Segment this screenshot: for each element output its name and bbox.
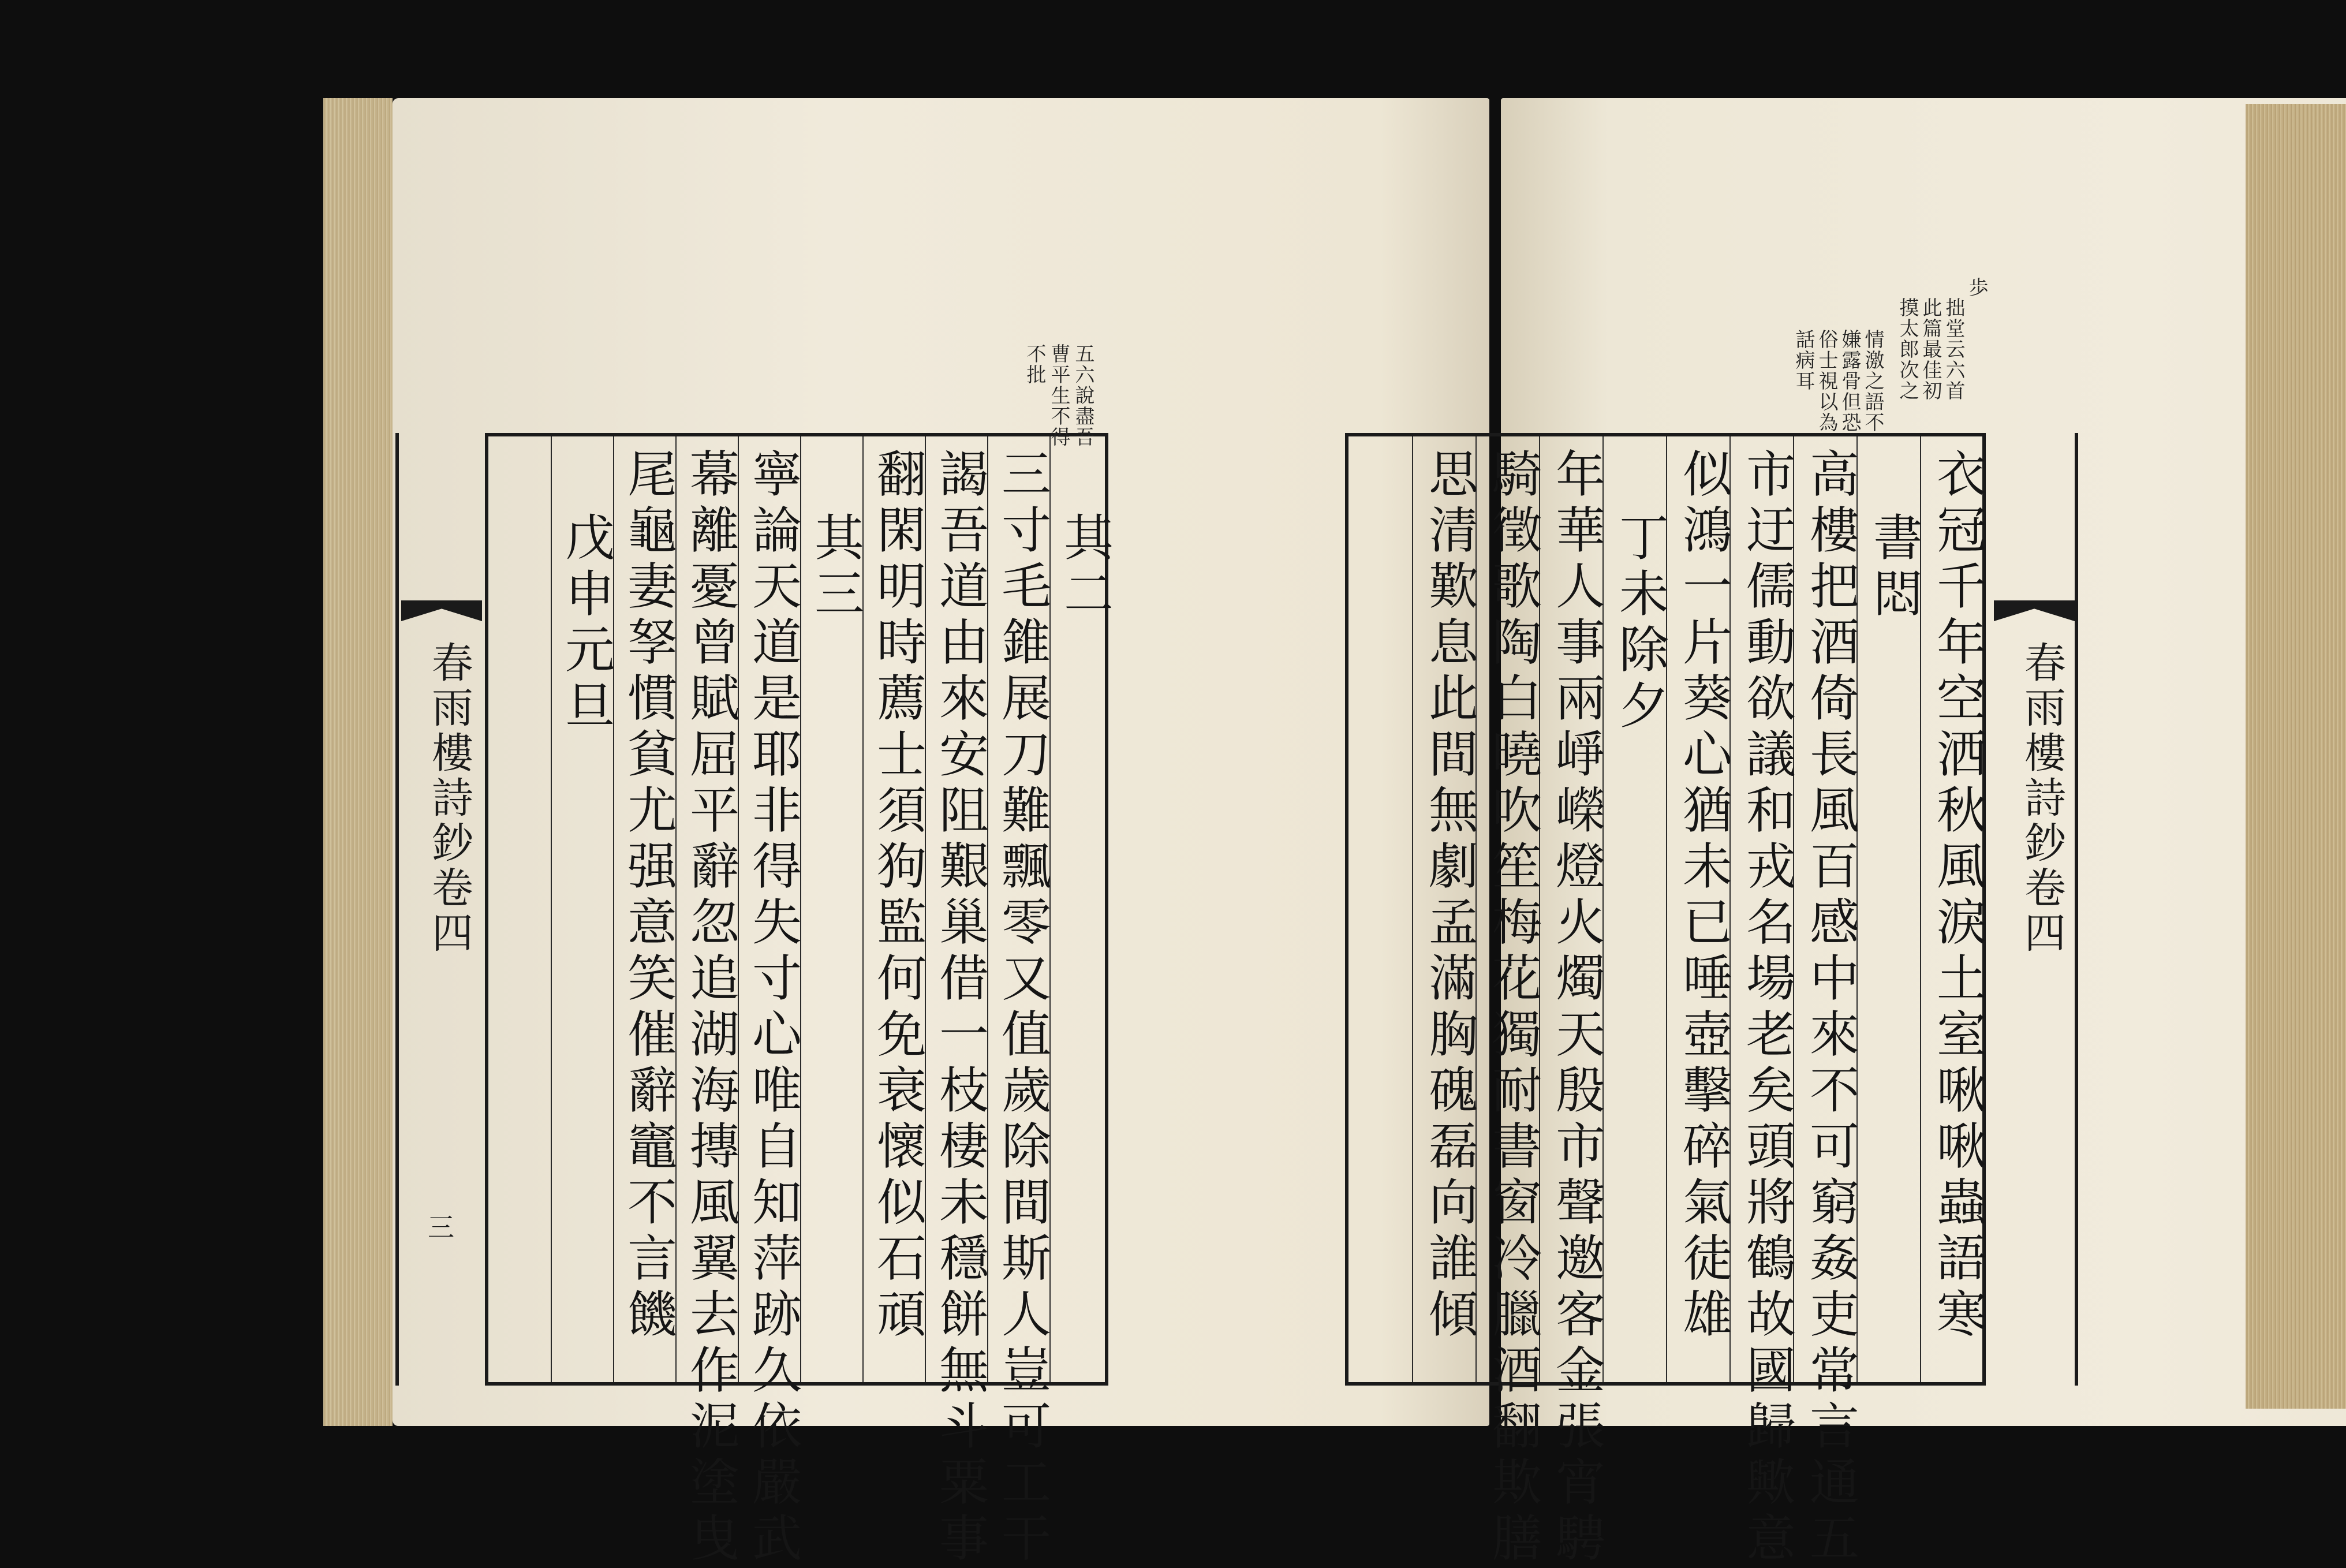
left-note-2: 曹平生不得: [1047, 344, 1070, 447]
right-col-5: 似鴻一片葵心猶未已唾壺擊碎氣徒雄: [1674, 448, 1732, 1344]
right-page-edges: [2246, 104, 2346, 1409]
left-col-3: 謁吾道由來安阻艱巢借一枝棲未穩餅無斗粟事: [931, 448, 988, 1568]
right-col-3: 高樓把酒倚長風百感中來不可窮姦吏常言通五: [1801, 448, 1859, 1568]
left-folio-gutter: [395, 433, 482, 1386]
left-col-4: 翻閑明時薦士須狗監何免衰懷似石頑: [868, 448, 926, 1344]
right-col-7: 年華人事兩崢嶸燈火燭天殷市聲邀客金張宵騁: [1547, 448, 1605, 1568]
left-col-8: 尾龜妻孥慣貧尤强意笑催辭竈不言饑: [619, 448, 677, 1344]
left-col-2: 三寸毛錐展刀難飄零又值歲除間斯人豈可工干: [993, 448, 1051, 1568]
open-book: [323, 98, 2084, 1568]
right-text-frame: [1345, 433, 1986, 1568]
right-col-4: 市迂儒動欲議和戎名場老矣頭將鶴故國歸歟意: [1738, 448, 1795, 1568]
left-col-5: 其三: [806, 512, 864, 624]
right-col-6: 丁未除夕: [1611, 512, 1668, 736]
right-folio-gutter: [1992, 433, 2078, 1386]
left-col-9: 戊申元旦: [556, 512, 614, 736]
right-col-2: 書悶: [1865, 512, 1922, 624]
left-note-1: 五六說盡吾: [1071, 344, 1094, 447]
right-col-1: 衣冠千年空洒秋風淚土室啾啾蟲語寒: [1928, 448, 1986, 1344]
left-page-number: 三: [428, 1212, 454, 1243]
right-note-7: 俗士視以為: [1815, 329, 1838, 433]
fishtail-mark: [401, 600, 482, 621]
left-col-7: 幕離憂曾賦屈平辭忽追湖海摶風翼去作泥塗曳: [681, 448, 739, 1568]
left-note-3: 不批: [1023, 344, 1046, 385]
right-note-6: 嫌露骨但恐: [1838, 329, 1861, 433]
right-note-3: 此篇最佳初: [1919, 297, 1942, 401]
right-note-4: 摸太郎次之: [1896, 297, 1919, 401]
right-note-2: 拙堂云六首: [1942, 297, 1965, 401]
left-folio-title: 春雨樓詩鈔卷四: [425, 641, 473, 956]
right-col-9: 思清歎息此間無劇孟滿胸磈磊向誰傾: [1420, 448, 1478, 1344]
right-folio-title: 春雨樓詩鈔卷四: [2018, 641, 2066, 956]
left-text-frame: [485, 433, 1113, 1568]
right-note-1: 歩: [1965, 277, 1988, 298]
left-col-6: 寧論天道是耶非得失寸心唯自知萍跡久依嚴武: [744, 448, 801, 1568]
right-note-5: 情激之語不: [1861, 329, 1884, 433]
right-note-8: 話病耳: [1792, 329, 1815, 391]
left-page-edges: [323, 98, 393, 1426]
left-col-1: 其二: [1055, 512, 1113, 624]
right-col-8: 騎徵歌陶白曉吹笙梅花獨耐書窗冷臘酒翻欺膳: [1484, 448, 1541, 1568]
fishtail-mark: [1994, 600, 2075, 621]
